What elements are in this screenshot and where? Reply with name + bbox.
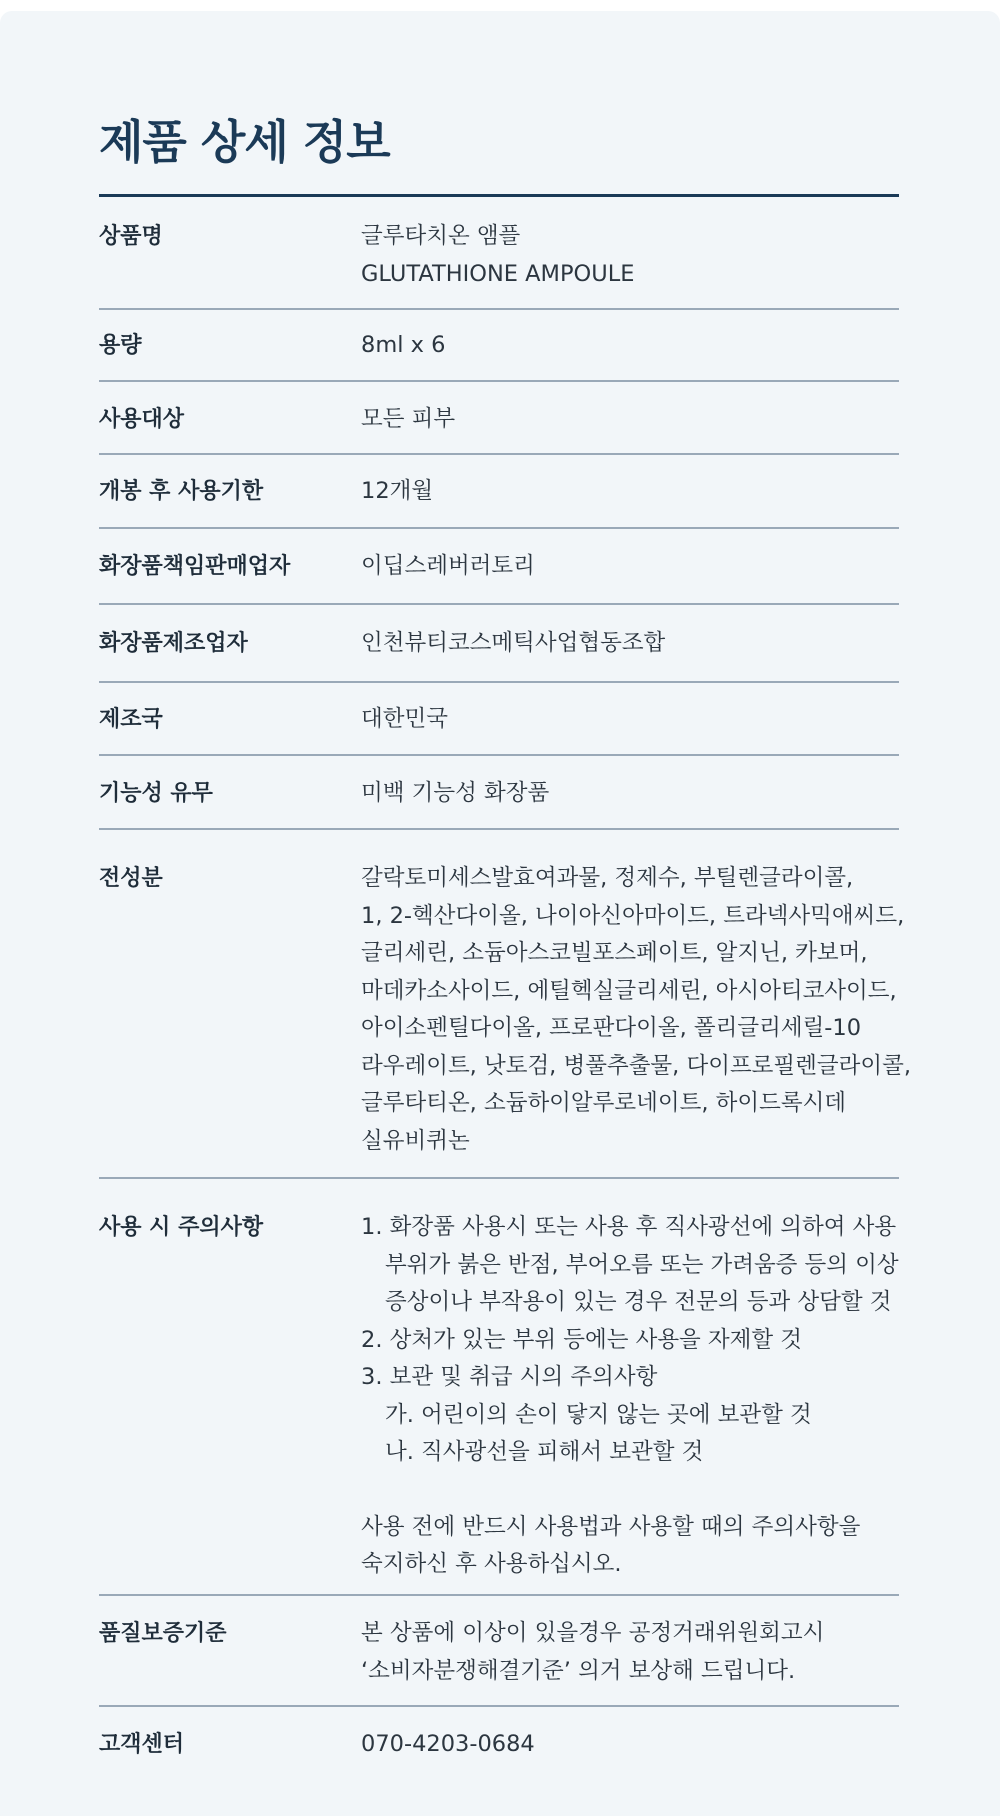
precaution-note-line: 숙지하신 후 사용하십시오. — [361, 1551, 622, 1577]
row-label: 용량 — [99, 333, 142, 358]
row-label: 전성분 — [99, 866, 163, 891]
ingredients-line: 글리세린, 소듐아스코빌포스페이트, 알지닌, 카보머, — [361, 940, 868, 966]
row-value: 12개월 — [361, 478, 434, 504]
row-label: 화장품책임판매업자 — [99, 554, 291, 579]
row-label: 사용대상 — [99, 407, 185, 432]
precautions-text — [361, 1209, 906, 1584]
row-divider — [99, 527, 899, 529]
quality-line: 본 상품에 이상이 있을경우 공정거래위원회고시 — [361, 1620, 825, 1646]
precaution-sub-item-b: 나. 직사광선을 피해서 보관할 것 — [385, 1439, 704, 1465]
row-divider — [99, 1594, 899, 1596]
row-divider — [99, 1177, 899, 1179]
row-divider — [99, 308, 899, 310]
row-divider — [99, 681, 899, 683]
row-label: 품질보증기준 — [99, 1621, 227, 1646]
ingredients-line: 글루타티온, 소듐하이알루로네이트, 하이드록시데 — [361, 1090, 847, 1116]
product-name-english: GLUTATHIONE AMPOULE — [361, 260, 635, 287]
row-label: 기능성 유무 — [99, 781, 213, 806]
row-divider — [99, 603, 899, 605]
ingredients-text — [361, 860, 911, 1160]
precaution-item-1: 1. 화장품 사용시 또는 사용 후 직사광선에 의하여 사용 — [361, 1214, 897, 1240]
title-divider — [99, 194, 899, 197]
row-value — [361, 218, 906, 293]
row-label: 상품명 — [99, 224, 163, 249]
precaution-note-line: 사용 전에 반드시 사용법과 사용할 때의 주의사항을 — [361, 1513, 861, 1540]
product-detail-panel — [0, 11, 1000, 1816]
product-name-korean: 글루타치온 앰플 — [361, 223, 521, 249]
ingredients-line: 아이소펜틸다이올, 프로판다이올, 폴리글리세릴-10 — [361, 1015, 862, 1041]
precaution-sub-item-a: 가. 어린이의 손이 닿지 않는 곳에 보관할 것 — [385, 1401, 812, 1428]
quality-text — [361, 1615, 906, 1690]
row-value: 미백 기능성 화장품 — [361, 780, 550, 806]
ingredients-line: 실유비퀴논 — [361, 1127, 470, 1154]
row-label: 사용 시 주의사항 — [99, 1215, 264, 1240]
page-title: 제품 상세 정보 — [99, 115, 390, 169]
ingredients-line: 마데카소사이드, 에틸헥실글리세린, 아시아티코사이드, — [361, 977, 897, 1004]
row-label: 개봉 후 사용기한 — [99, 479, 264, 504]
customer-service-phone: 070-4203-0684 — [361, 1731, 535, 1757]
precaution-item-1-line: 부위가 붉은 반점, 부어오름 또는 가려움증 등의 이상 — [385, 1251, 899, 1278]
row-value: 대한민국 — [361, 706, 448, 732]
row-label: 화장품제조업자 — [99, 631, 248, 656]
quality-line: ‘소비자분쟁해결기준’ 의거 보상해 드립니다. — [361, 1657, 796, 1684]
ingredients-line: 라우레이트, 낫토검, 병풀추출물, 다이프로필렌글라이콜, — [361, 1052, 911, 1079]
row-value: 8ml x 6 — [361, 332, 446, 358]
precaution-item-2: 2. 상처가 있는 부위 등에는 사용을 자제할 것 — [361, 1326, 803, 1353]
ingredients-line: 1, 2-헥산다이올, 나이아신아마이드, 트라넥사믹애씨드, — [361, 902, 905, 929]
row-divider — [99, 380, 899, 382]
row-value: 인천뷰티코스메틱사업협동조합 — [361, 630, 666, 656]
row-divider — [99, 1705, 899, 1707]
row-value: 이딥스레버러토리 — [361, 553, 535, 579]
row-divider — [99, 754, 899, 756]
precaution-item-3: 3. 보관 및 취급 시의 주의사항 — [361, 1364, 658, 1390]
row-label: 고객센터 — [99, 1732, 185, 1757]
row-value: 모든 피부 — [361, 406, 456, 432]
row-divider — [99, 828, 899, 830]
row-divider — [99, 453, 899, 455]
ingredients-line: 갈락토미세스발효여과물, 정제수, 부틸렌글라이콜, — [361, 865, 854, 891]
row-label: 제조국 — [99, 707, 163, 732]
precaution-item-1-line: 증상이나 부작용이 있는 경우 전문의 등과 상담할 것 — [385, 1289, 892, 1315]
